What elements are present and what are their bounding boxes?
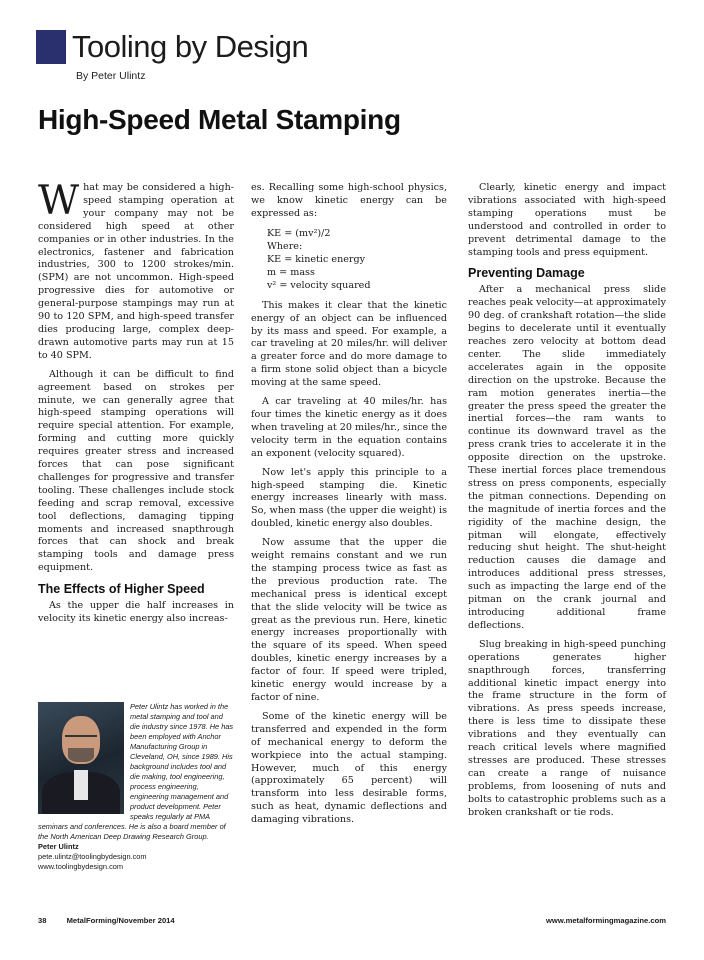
author-email[interactable]: pete.ulintz@toolingbydesign.com xyxy=(38,852,147,861)
formula-line: Where: xyxy=(267,240,303,252)
column-2 xyxy=(251,182,447,833)
paragraph: Some of the kinetic energy will be transferred and expended in the form of mechanical energy to deform the workpiece into the actual stamping. However, much of this energy (approximately 65 percent) will transform into less desirable forms, such as heat, dynamic deflections and damaging vibrations. xyxy=(251,710,447,826)
drop-cap: W xyxy=(38,178,80,224)
column-1 xyxy=(38,178,234,632)
section-heading: Preventing Damage xyxy=(468,266,585,281)
paragraph xyxy=(38,178,234,363)
banner-accent-bar xyxy=(36,30,66,64)
author-name: Peter Ulintz xyxy=(38,842,79,851)
page-number: 38 xyxy=(38,916,47,925)
paragraph: A car traveling at 40 miles/hr. has four times the kinetic energy as it does when traveling at 20 miles/hr., since the velocity term in the equation contains an exponent (velocity squared). xyxy=(251,396,447,459)
paragraph: Now let's apply this principle to a high-speed stamping die. Kinetic energy increases linearly with mass. So, when mass (the upper die weight) is doubled, kinetic energy also doubles. xyxy=(251,466,447,530)
bio-text: Peter Ulintz has worked in the metal stamping and tool and die industry since 1978. He has been employed with Anchor Manufacturing Group in Cleveland, OH, since 1989. His background includes tool and die making, tool engineering, process engineering, engineering management and product development. Peter speaks regularly at PMA seminars and conferences. He is also a board member of the North American Deep Drawing Research Group. xyxy=(38,702,234,841)
paragraph-text: hat may be considered a high-speed stamping operation at your company may not be considered high speed at other companies or in other industries. In the electronics, fastener and fabrication industries, 300 to 1200 strokes/min. (SPM) are not uncommon. High-speed progressive dies for automotive or general-purpose stampings may run at 90 to 120 SPM, and high-speed transfer dies producing large, complex deep-drawn automotive parts may run at 15 to 40 SPM. xyxy=(38,182,234,361)
paragraph: This makes it clear that the kinetic energy of an object can be influenced by its mass and speed. For example, a car traveling at 20 miles/hr. will deliver a greater force and do more damage to a firm stone solid object than a bicycle moving at the same speed. xyxy=(251,299,447,389)
author-bio xyxy=(38,702,234,872)
column-title: Tooling by Design xyxy=(72,29,309,64)
footer-website[interactable]: www.metalformingmagazine.com xyxy=(546,916,666,925)
paragraph: Now assume that the upper die weight remains constant and we run the stamping process twice as fast as the previous production rate. The mechanical press is identical except that the slide velocity will be twice as great as the previous run. Here, kinetic energy increases proportionally with the square of its speed. When speed doubles, kinetic energy increases by a factor of four. If speed were tripled, kinetic energy would increase by a factor of nine. xyxy=(251,537,447,703)
paragraph: Slug breaking in high-speed punching operations generates higher snapthrough forces, transferring additional kinetic impact energy into the frame structure in the form of vibrations. As press speeds increase, there is less time to dissipate these vibrations and they eventually can reach critical levels where magnified stresses are produced. These stresses can create a range of nuisance problems, from loosening of nuts and bolts to catastrophic problems such as a broken crankshaft or tie rods. xyxy=(468,638,666,818)
column-3 xyxy=(468,182,666,826)
formula-line: KE = kinetic energy xyxy=(267,253,366,265)
column-banner xyxy=(36,30,308,64)
paragraph: es. Recalling some high-school physics, we know kinetic energy can be expressed as: xyxy=(251,182,447,219)
formula-line: v² = velocity squared xyxy=(267,279,371,291)
byline: By Peter Ulintz xyxy=(76,70,146,82)
paragraph: Although it can be difficult to find agreement based on strokes per minute, we can generally agree that high-speed stamping operations will require special attention. For example, forming and cutting more quickly requires greater stress and increased forces that can pose significant challenges for progressive and transfer tooling. These challenges include stock feeding and scrap removal, excessive tool deflections, damaging tipping moments and increased snapthrough forces that can shock and break stamping tools and damage press equipment. xyxy=(38,368,234,574)
section-heading: The Effects of Higher Speed xyxy=(38,582,205,597)
author-photo xyxy=(38,702,124,814)
author-website[interactable]: www.toolingbydesign.com xyxy=(38,862,124,871)
issue-label: MetalForming/November 2014 xyxy=(66,916,175,925)
page-footer-left xyxy=(38,916,175,925)
formula-line: m = mass xyxy=(267,266,315,278)
article-headline: High-Speed Metal Stamping xyxy=(38,104,401,135)
paragraph: As the upper die half increases in velocity its kinetic energy also increas- xyxy=(38,600,234,624)
paragraph: After a mechanical press slide reaches peak velocity—at approximately 90 deg. of crankshaft rotation—the slide begins to decelerate until it eventually reaches zero velocity at bottom dead center. The slide immediately accelerates again in the opposite direction on the upstroke. Because the ram motion generates inertia—the greater the press speed the greater the inertial forces—the ram wants to continue its downward travel as the press crank tries to accelerate it in the opposite direction on the upstroke. These inertial forces place tremendous stress on press components, especially the pitman connections. Depending on the magnitude of inertia forces and the rigidity of the machine design, the pitman will elongate, effectively reducing shut height. The shut-height reduction causes die damage and introduces additional press stresses, such as impacting the large end of the pitman on the crank journal and introducing additional frame deflections. xyxy=(468,284,666,631)
formula-line: KE = (mv²)/2 xyxy=(267,227,331,239)
kinetic-energy-formula xyxy=(267,227,447,292)
paragraph: Clearly, kinetic energy and impact vibrations associated with high-speed stamping operations must be understood and controlled in order to prevent detrimental damage to the stamping tools and press equipment. xyxy=(468,182,666,258)
